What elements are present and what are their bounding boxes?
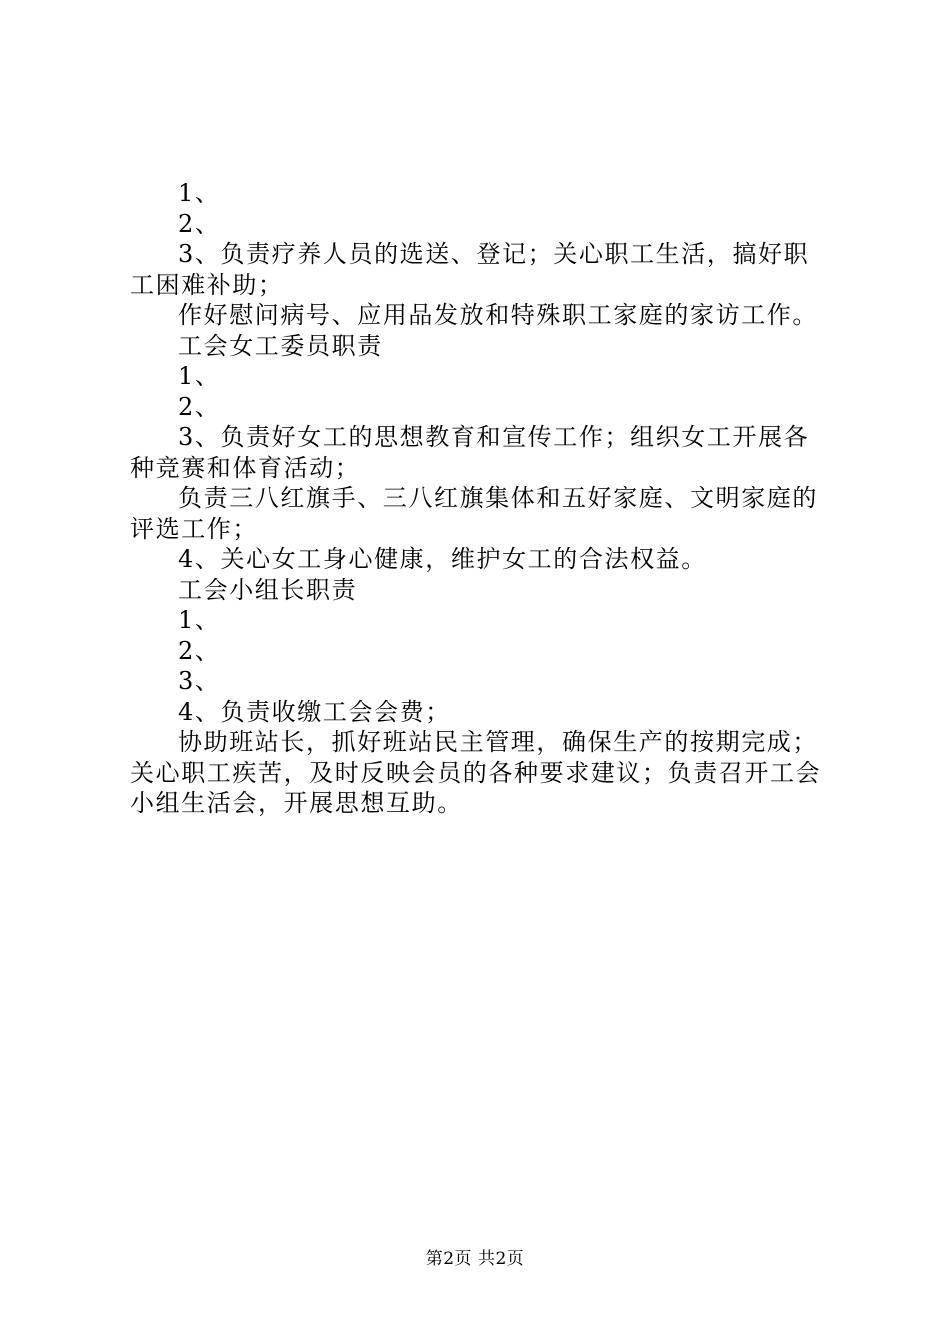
paragraph: 3、负责疗养人员的选送、登记；关心职工生活，搞好职工困难补助； — [130, 240, 810, 299]
section-heading: 工会女工委员职责 — [178, 331, 383, 360]
document-body — [130, 178, 830, 819]
paragraph: 协助班站长，抓好班站民主管理，确保生产的按期完成；关心职工疾苦，及时反映会员的各种要求建议；负责召开工会小组生活会，开展思想互助。 — [130, 728, 822, 817]
paragraph: 3、 — [178, 667, 221, 695]
paragraph: 3、负责好女工的思想教育和宣传工作；组织女工开展各种竞赛和体育活动； — [130, 423, 810, 482]
paragraph: 2、 — [178, 209, 221, 238]
paragraph: 作好慰问病号、应用品发放和特殊职工家庭的家访工作。 — [178, 301, 818, 329]
paragraph: 1、 — [178, 606, 221, 634]
paragraph: 2、 — [178, 392, 221, 421]
paragraph: 负责三八红旗手、三八红旗集体和五好家庭、文明家庭的评选工作； — [130, 484, 818, 543]
paragraph: 1、 — [178, 362, 221, 390]
paragraph: 1、 — [178, 179, 221, 207]
section-heading: 工会小组长职责 — [178, 575, 358, 604]
paragraph: 4、关心女工身心健康，维护女工的合法权益。 — [178, 545, 707, 573]
page-footer: 第2页 共2页 — [425, 1249, 525, 1269]
paragraph: 4、负责收缴工会会费； — [178, 697, 451, 726]
paragraph: 2、 — [178, 636, 221, 665]
